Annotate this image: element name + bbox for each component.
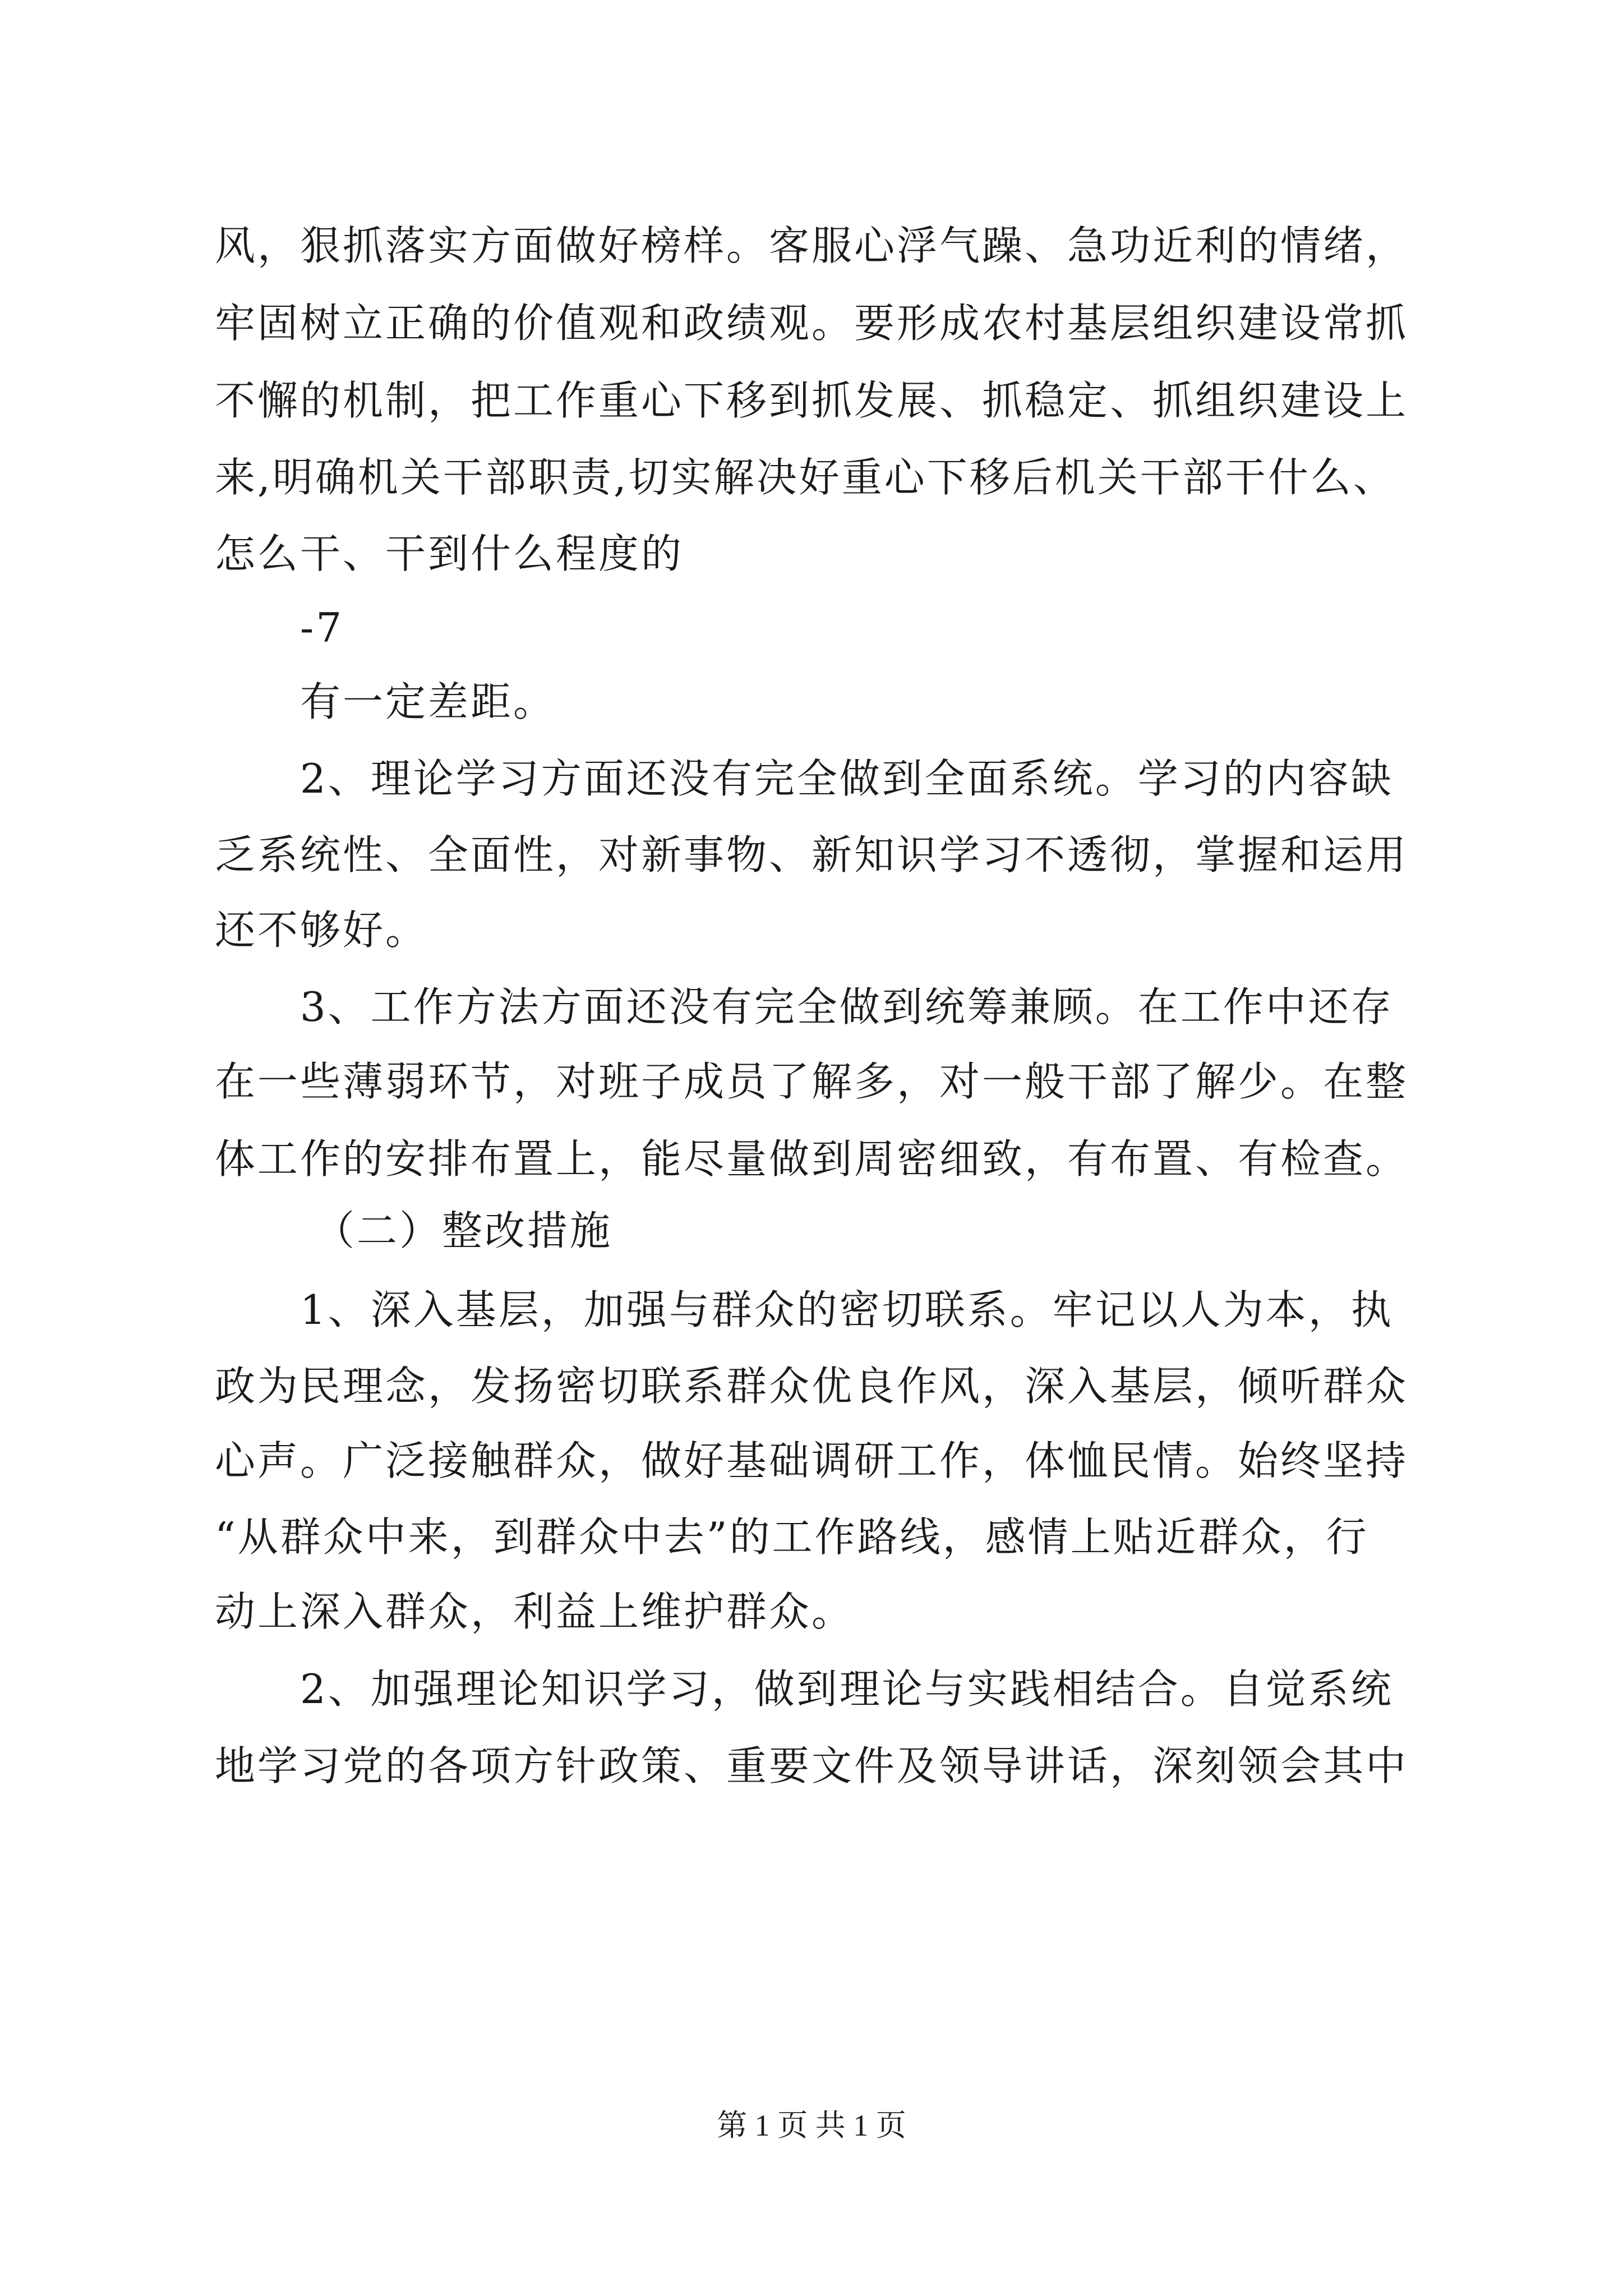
list-item-line: 2、加强理论知识学习，做到理论与实践相结合。自觉系统 xyxy=(300,1665,1394,1713)
body-text-line: 还不够好。 xyxy=(215,907,428,954)
body-text-line: “从群众中来，到群众中去”的工作路线，感情上贴近群众，行 xyxy=(215,1513,1369,1561)
body-text-line: 不懈的机制，把工作重心下移到抓发展、抓稳定、抓组织建设上 xyxy=(215,377,1409,424)
list-item-line: 1、深入基层，加强与群众的密切联系。牢记以人为本，执 xyxy=(300,1286,1394,1333)
section-heading: （二）整改措施 xyxy=(314,1207,613,1254)
body-text-line: 风，狠抓落实方面做好榜样。客服心浮气躁、急功近利的情绪， xyxy=(215,222,1409,269)
body-text-line: 有一定差距。 xyxy=(300,678,556,725)
list-item-line: 2、理论学习方面还没有完全做到全面系统。学习的内容缺 xyxy=(300,755,1394,802)
body-text-line: 体工作的安排布置上，能尽量做到周密细致，有布置、有检查。 xyxy=(215,1135,1409,1182)
list-item-line: 3、工作方法方面还没有完全做到统筹兼顾。在工作中还存 xyxy=(300,983,1394,1030)
body-text-line: 动上深入群众，利益上维护群众。 xyxy=(215,1588,855,1635)
body-text-line: 政为民理念，发扬密切联系群众优良作风，深入基层，倾听群众 xyxy=(215,1363,1409,1410)
body-text-line: 来,明确机关干部职责,切实解决好重心下移后机关干部干什么、 xyxy=(215,454,1396,501)
body-text-line: 心声。广泛接触群众，做好基础调研工作，体恤民情。始终坚持 xyxy=(215,1437,1409,1484)
page-footer: 第 1 页 共 1 页 xyxy=(717,2109,906,2142)
body-text-line: 地学习党的各项方针政策、重要文件及领导讲话，深刻领会其中 xyxy=(215,1742,1409,1789)
page-marker: -7 xyxy=(300,604,344,651)
body-text-line: 怎么干、干到什么程度的 xyxy=(215,530,684,577)
body-text-line: 牢固树立正确的价值观和政绩观。要形成农村基层组织建设常抓 xyxy=(215,300,1409,347)
body-text-line: 在一些薄弱环节，对班子成员了解多，对一般干部了解少。在整 xyxy=(215,1058,1409,1105)
body-text-line: 乏系统性、全面性，对新事物、新知识学习不透彻，掌握和运用 xyxy=(215,831,1409,878)
